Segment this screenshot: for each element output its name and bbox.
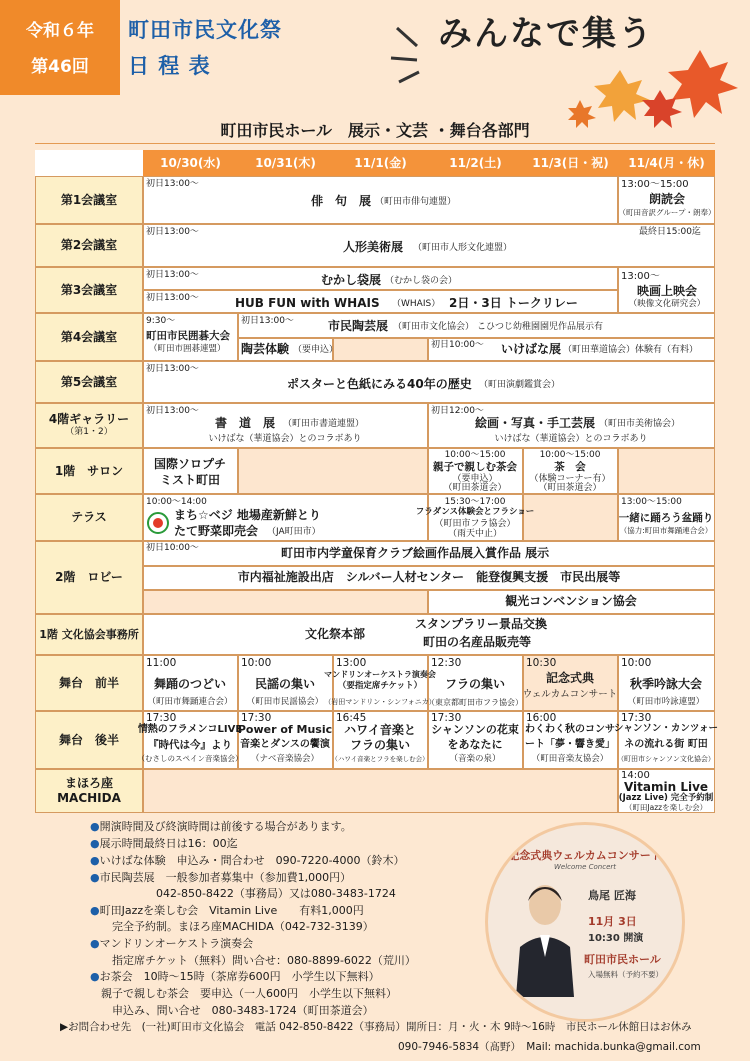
contact-info: ▶お問合わせ先 (一社)町田市文化協会 電話 042-850-8422（事務局）開所日：月・火・木 9時〜16時 市民ホール休館日はお休み	[60, 1021, 692, 1033]
event-title: 『時代は今』より	[148, 739, 232, 751]
concert-time: 10:30 開演	[588, 933, 644, 944]
note-item: 申込み、問い合せ 080-3483-1724（町田茶道会）	[90, 1004, 374, 1017]
event-title: 一緒に踊ろう盆踊り	[618, 512, 714, 524]
time-label: 初日12:00〜	[431, 406, 484, 416]
mahoroza-label: まほろ座	[64, 776, 113, 790]
cell-border	[333, 338, 428, 361]
time-label: 10:00〜14:00	[146, 497, 207, 507]
edition-label: 第46回	[31, 57, 89, 77]
event-title: フラの集い	[444, 677, 506, 691]
time-label: 17:30	[431, 712, 462, 724]
event-title: HUB FUN with WHAIS	[235, 296, 380, 310]
event-org: （JA町田市）	[267, 527, 321, 537]
event-title: たて野菜即売会	[174, 524, 259, 538]
event-org: （ナベ音楽協会）	[250, 754, 320, 764]
time-label: 10:00〜15:00	[444, 450, 506, 460]
event-title: 親子で親しむ茶会	[433, 461, 517, 473]
row-label-stage-second: 舞台 後半	[35, 711, 143, 769]
ja-logo-icon	[146, 511, 170, 535]
event-title: 町田市内学童保育クラブ絵画作品展入賞作品 展示	[281, 546, 550, 560]
page-title: 町田市民文化祭	[128, 18, 282, 42]
time-label: 初日13:00〜	[146, 293, 199, 303]
contact-phone-mail: 090-7946-5834（髙野） Mail: machida.bunka@gmail.com	[398, 1041, 701, 1053]
date-header: 11/3(日・祝)	[523, 150, 618, 176]
event-title: 文化祭本部	[305, 627, 366, 641]
event-title: 秋季吟詠大会	[629, 677, 703, 691]
event-title: ネの流れる街 町田	[624, 739, 708, 750]
event-title: 2日・3日 トークリレー	[449, 296, 578, 310]
header-badge	[0, 0, 120, 95]
cell-border	[523, 494, 618, 541]
time-label: 初日13:00〜	[146, 227, 199, 237]
event-title: スタンプラリー景品交換	[415, 617, 548, 631]
event-org: （町田市人形文化連盟）	[413, 243, 513, 253]
event-title: 朗読会	[648, 192, 686, 206]
event-org: （町田演劇鑑賞会）	[479, 380, 561, 390]
event-org: （町田市舞踊連合会）	[147, 697, 233, 707]
event-title: むかし袋展	[321, 273, 382, 287]
section-title: 町田市民ホール 展示・文芸 ・舞台各部門	[220, 121, 530, 140]
event-title: 映画上映会	[636, 284, 698, 298]
note-item: 完全予約制。まほろ座MACHIDA（042-732-3139）	[90, 920, 374, 933]
event-note: いけばな（華道協会）とのコラボあり	[208, 434, 362, 444]
event-org: （映像文化研究会）	[628, 299, 706, 309]
row-label-room4: 第4会議室	[35, 313, 143, 361]
time-label: 初日10:00〜	[146, 543, 199, 553]
time-label: 13:00	[336, 657, 367, 669]
event-title: 国際ソロプチ	[153, 457, 227, 471]
time-label: 15:30〜17:00	[444, 497, 506, 507]
time-label: 16:45	[336, 712, 367, 724]
note-item: ●開演時間及び終演時間は前後する場合があります。	[90, 820, 352, 833]
event-note: (Jazz Live) 完全予約制	[618, 793, 714, 803]
performer-photo	[510, 877, 580, 997]
event-title: フラダンス体験会とフラショー	[415, 507, 535, 517]
time-label: 17:30	[146, 712, 177, 724]
event-title: 市民陶芸展	[328, 319, 389, 333]
era-label: 令和６年	[26, 21, 94, 41]
event-org: （むさしのスペイン音楽協会）	[137, 754, 243, 763]
time-label: 初日13:00〜	[146, 406, 199, 416]
autumn-leaves-icon	[560, 40, 750, 130]
concert-title: 記念式典ウェルカムコンサート	[508, 849, 662, 862]
time-label: 12:30	[431, 657, 462, 669]
event-org: （町田市美術協会）	[599, 419, 681, 429]
event-org: （WHAIS）	[392, 299, 441, 309]
time-label: 17:30	[241, 712, 272, 724]
time-label: 初日10:00〜	[431, 340, 484, 350]
time-label: 10:00	[241, 657, 272, 669]
event-org: （町田市囲碁連盟）	[149, 344, 226, 354]
concert-flyer	[485, 822, 685, 1022]
event-org: （町田市書道連盟）	[283, 419, 365, 429]
row-label-gallery	[35, 403, 143, 448]
event-title: ート「夢・響き愛」	[525, 739, 615, 750]
event-note: （要申込）	[452, 474, 498, 484]
event-title: 町田の名産品販売等	[423, 635, 532, 649]
time-label: 初日13:00〜	[146, 179, 199, 189]
event-title: 書 道 展	[215, 416, 276, 430]
concert-subtitle: Welcome Concert	[553, 863, 617, 871]
event-title: 陶芸体験	[241, 342, 290, 356]
event-org: （町田市俳句連盟）	[375, 197, 457, 207]
event-title: 音楽とダンスの饗演	[240, 739, 330, 750]
event-note: （要申込）	[293, 345, 339, 355]
event-org: （音楽の泉）	[449, 754, 501, 764]
event-title: 記念式典	[545, 671, 595, 685]
row-label-terrace: テラス	[35, 494, 143, 541]
event-title: 情熱のフラメンコLIVE	[137, 724, 243, 735]
event-title: シャンソンの花束	[431, 723, 519, 736]
cell-border	[238, 448, 428, 494]
cell-border	[143, 769, 618, 813]
event-title: 市内福祉施設出店 シルバー人材センター 能登復興支援 市民出展等	[237, 570, 621, 584]
event-title: シャンソン・カンツォー	[614, 723, 718, 734]
title-divider	[35, 143, 715, 144]
event-title: マンドリンオーケストラ演奏会	[324, 670, 436, 679]
event-title: Vitamin Live	[623, 780, 709, 794]
row-label-salon: 1階 サロン	[35, 448, 143, 494]
event-org: （町田茶道会）	[443, 483, 507, 493]
event-title: フラの集い	[349, 738, 411, 752]
event-title: 俳 句 展	[311, 194, 372, 208]
event-title: 人形美術展	[343, 240, 404, 254]
date-header: 10/31(木)	[238, 150, 333, 176]
event-org: （町田茶道会）	[538, 483, 602, 493]
event-org: （町田市フラ協会）	[434, 519, 516, 529]
note-item: ●いけばな体験 申込み・問合わせ 090-7220-4000（鈴木）	[90, 854, 405, 867]
time-label: 16:00	[526, 712, 557, 724]
event-note: （要指定席チケット）	[337, 681, 423, 691]
schedule-table	[35, 150, 718, 813]
event-org: （協力:町田市舞踊連合会）	[619, 526, 713, 535]
concert-date: 11月 3日	[588, 915, 637, 928]
event-title: 舞踊のつどい	[153, 677, 227, 691]
mahoroza-label-en: MACHIDA	[57, 791, 121, 805]
event-org: （町田市文化協会）	[393, 322, 475, 332]
row-label-room1: 第1会議室	[35, 176, 143, 224]
time-label: 10:30	[526, 657, 557, 669]
note-item: 042-850-8422（事務局）又は080-3483-1724	[90, 887, 396, 900]
event-org: （町田市民謡協会）	[246, 697, 324, 707]
row-label-room5: 第5会議室	[35, 361, 143, 403]
date-header: 11/1(金)	[333, 150, 428, 176]
time-label: 11:00	[146, 657, 177, 669]
event-note: （雨天中止）	[447, 529, 503, 539]
slogan: みんなで集う	[438, 14, 654, 54]
time-label: 10:00〜15:00	[539, 450, 601, 460]
time-label: 初日13:00〜	[241, 316, 294, 326]
event-title: 民謡の集い	[254, 677, 316, 691]
event-note: いけばな（華道協会）とのコラボあり	[494, 434, 648, 444]
event-org: （東京都町田市フラ協会）	[427, 698, 523, 707]
event-title: をあなたに	[447, 738, 503, 751]
concert-admission: 入場無料（予約不要）	[588, 970, 663, 979]
row-label-office: 1階 文化協会事務所	[35, 614, 143, 655]
event-org: （町田市シャンソン文化協会）	[617, 755, 715, 763]
note-item: ●お茶会 10時〜15時（茶席券600円 小学生以下無料）	[90, 970, 380, 983]
row-label-room3: 第3会議室	[35, 267, 143, 313]
event-title: Power of Music	[237, 723, 333, 736]
event-org: （町田華道協会）	[563, 345, 636, 355]
event-title: 観光コンベンション協会	[505, 594, 637, 608]
event-title: わくわく秋のコンサ	[525, 724, 615, 735]
performer-name: 鳥尾 匠海	[588, 889, 636, 902]
time-label: 13:00〜15:00	[621, 497, 682, 507]
cell-border	[143, 590, 428, 614]
event-org: （町田市吟詠連盟）	[627, 697, 705, 707]
note-item: 親子で親しむ茶会 要申込（一人600円 小学生以下無料）	[90, 987, 397, 1000]
time-label: 14:00	[621, 770, 650, 781]
event-title: ハワイ音楽と	[344, 723, 416, 737]
date-header: 11/2(土)	[428, 150, 523, 176]
note-item: ●マンドリンオーケストラ演奏会	[90, 937, 254, 950]
page-subtitle: 日 程 表	[128, 54, 211, 78]
event-title: 町田市民囲碁大会	[146, 330, 230, 342]
event-title: ミスト町田	[159, 473, 221, 487]
time-label: 初日13:00〜	[146, 270, 199, 280]
event-title: 絵画・写真・手工芸展	[475, 416, 596, 430]
row-label-stage-first: 舞台 前半	[35, 655, 143, 711]
event-org: （岩田マンドリン・シンフォニカ）	[324, 698, 436, 706]
note-item: ●町田Jazzを楽しむ会 Vitamin Live 有料1,000円	[90, 904, 364, 917]
event-org: （むかし袋の会）	[385, 276, 458, 286]
event-title: ポスターと色紙にみる40年の歴史	[287, 377, 472, 391]
time-label: 10:00	[621, 657, 652, 669]
sparkle-lines-icon	[385, 18, 445, 88]
time-label: 9:30〜	[146, 316, 176, 326]
date-header: 10/30(水)	[143, 150, 238, 176]
note-item: 指定席チケット（無料）問い合せ：080-8899-6022（荒川）	[90, 954, 416, 967]
event-org: （町田音訳グループ・朗奉）	[618, 208, 716, 217]
event-org: （ハワイ音楽とフラを楽しむ会）	[331, 755, 429, 763]
event-title: まち☆ベジ 地場産新鮮とり	[174, 508, 321, 522]
time-label: 17:30	[621, 712, 652, 724]
gallery-label: 4階ギャラリー	[48, 412, 130, 427]
event-title: 茶 会	[554, 461, 586, 473]
event-org: （町田Jazzを楽しむ会）	[624, 803, 708, 812]
row-label-lobby: 2階 ロビー	[35, 541, 143, 614]
cell-border	[618, 448, 715, 494]
time-label: 13:00〜	[621, 271, 660, 282]
event-note: （体験コーナー有）	[529, 474, 611, 484]
gallery-sublabel: （第1・2）	[65, 427, 113, 438]
event-title: ウェルカムコンサート	[522, 689, 618, 700]
row-label-mahoroza	[35, 769, 143, 813]
time-label: 13:00〜15:00	[621, 179, 689, 190]
note-item: ●市民陶芸展 一般参加者募集中（参加費1,000円）	[90, 871, 352, 884]
time-label: 最終日15:00迄	[639, 227, 701, 237]
concert-venue: 町田市民ホール	[584, 953, 661, 966]
date-header: 11/4(月・休)	[618, 150, 715, 176]
event-org: （町田音楽友協会）	[531, 754, 609, 764]
row-label-room2: 第2会議室	[35, 224, 143, 267]
time-label: 初日13:00〜	[146, 364, 199, 374]
event-note: こひつじ幼稚園園児作品展示有	[477, 322, 604, 332]
event-note: 体験有（有料）	[635, 345, 699, 355]
note-item: ●展示時間最終日は16：00迄	[90, 837, 238, 850]
event-title: いけばな展	[501, 342, 562, 356]
